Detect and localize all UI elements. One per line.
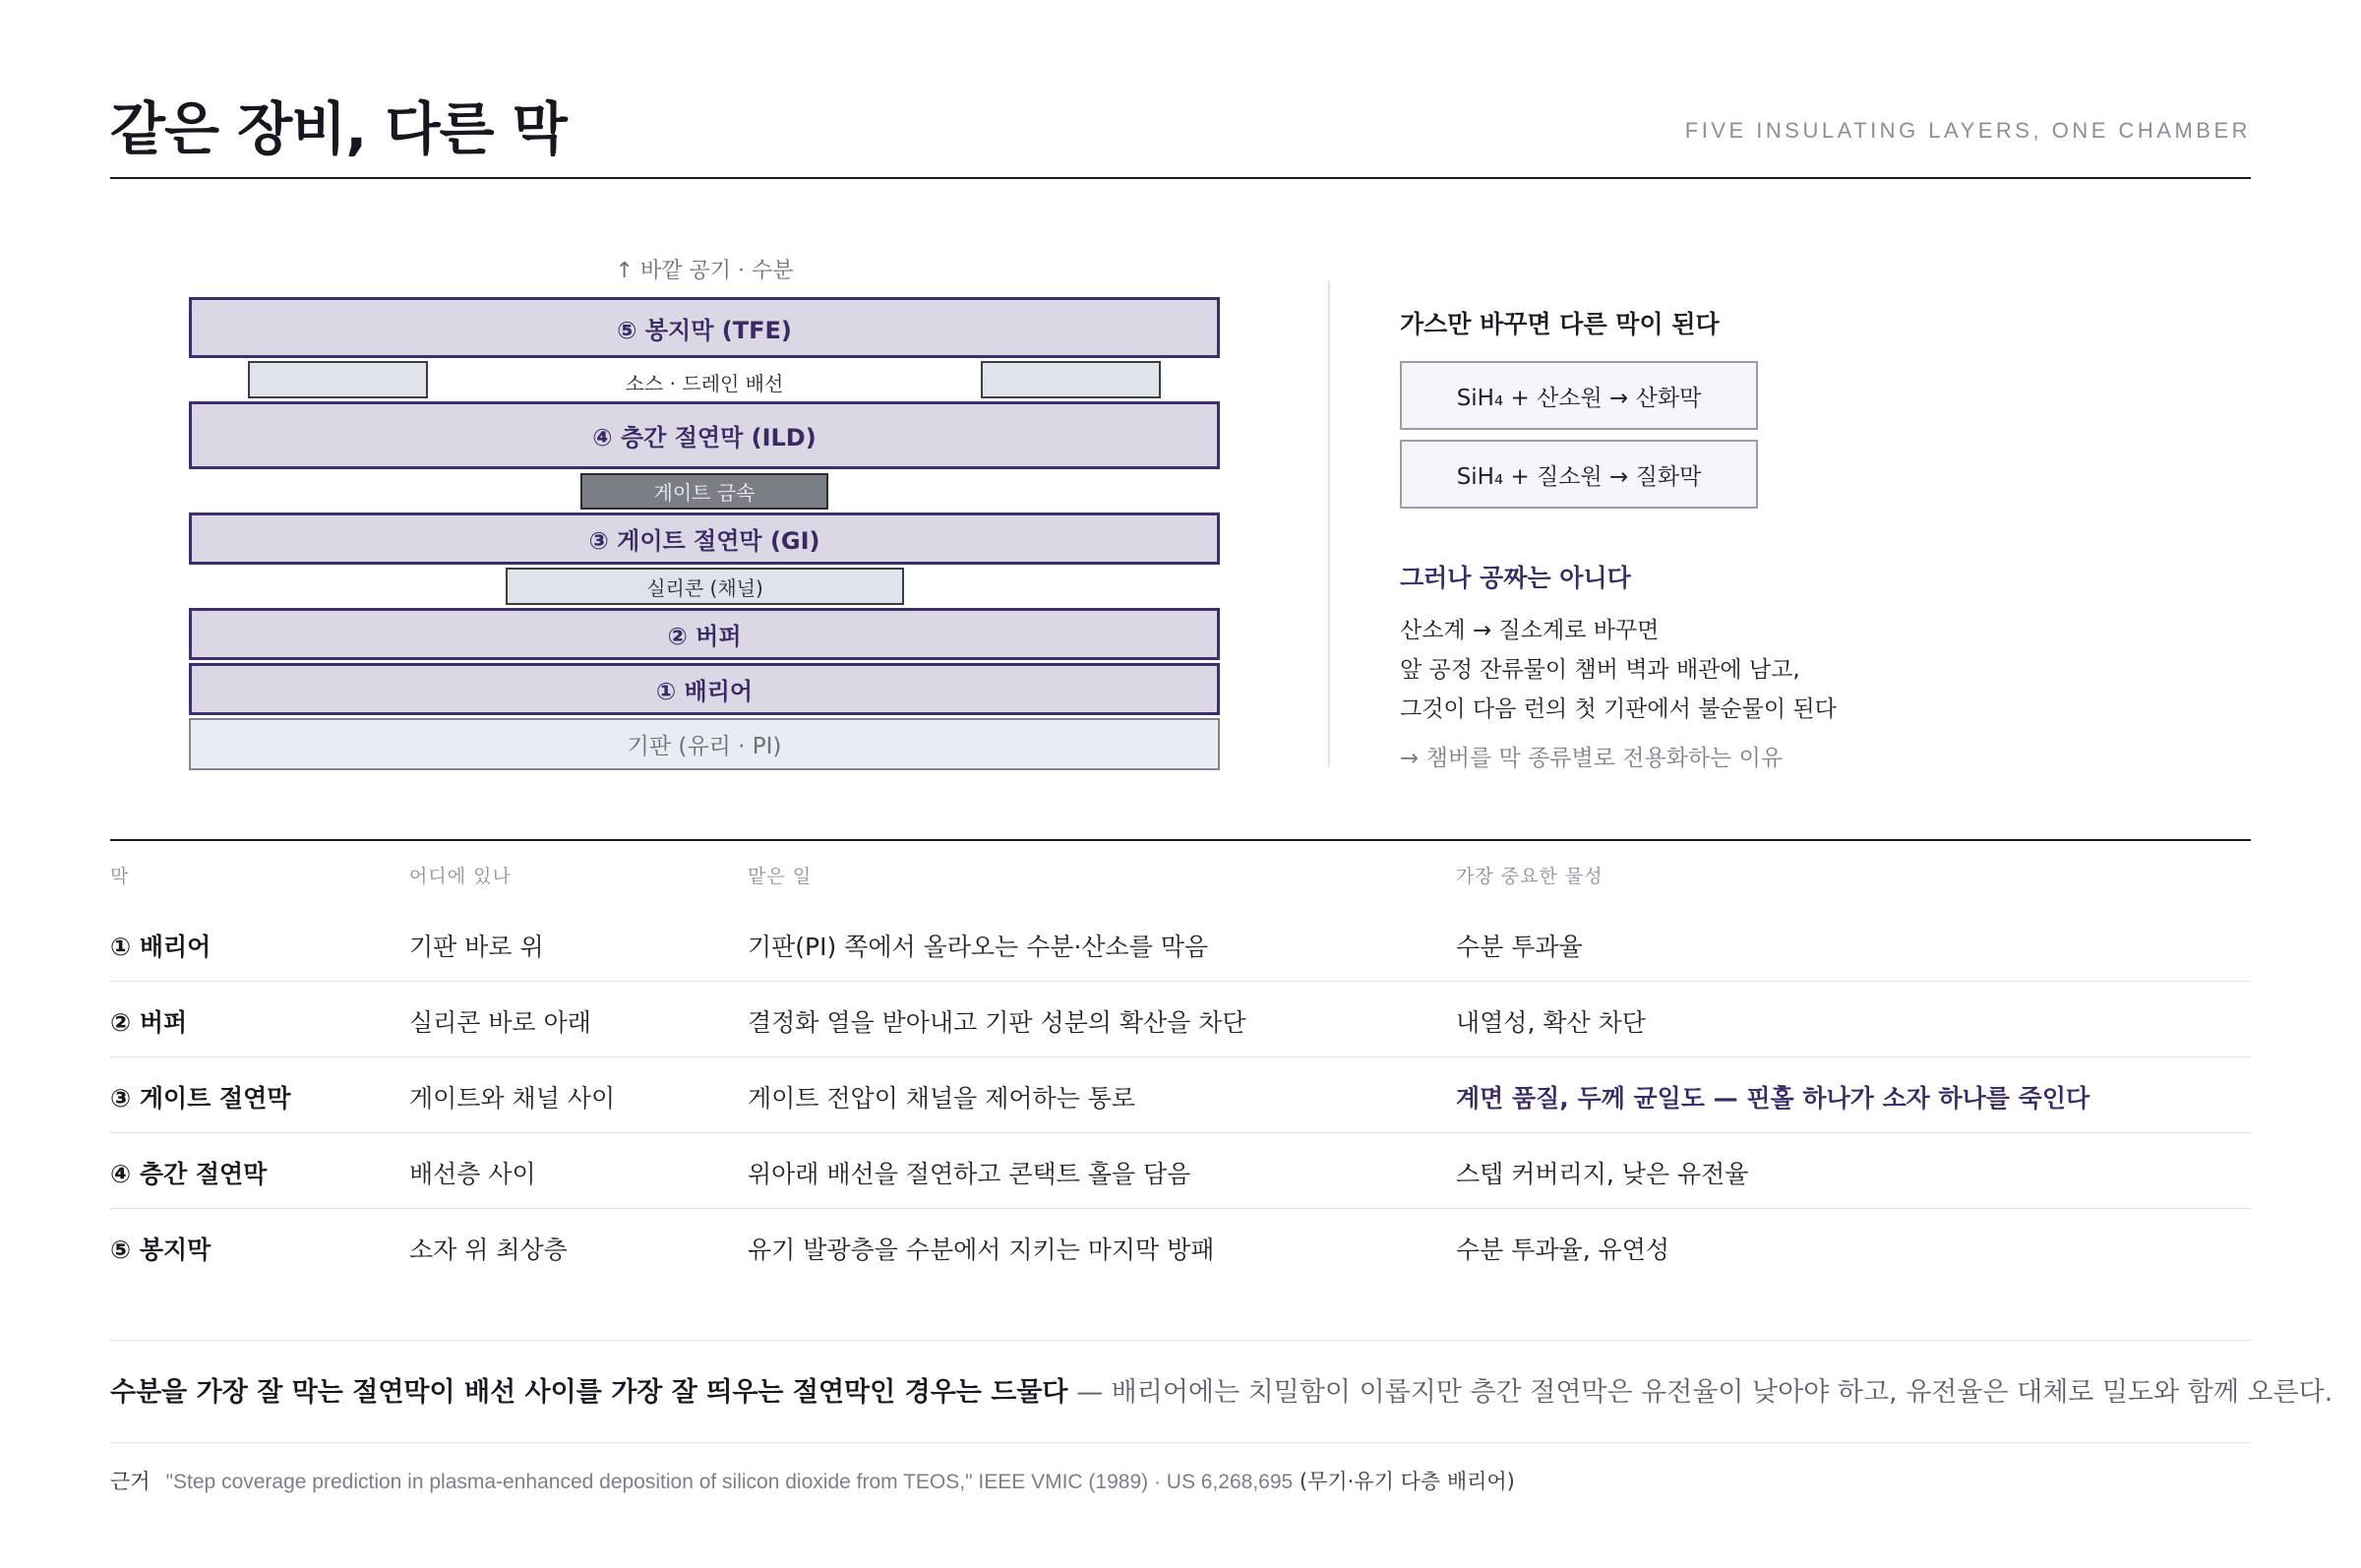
- summary-statement: [110, 1370, 2333, 1409]
- side-text-line: 산소계 → 질소계로 바꾸면: [1400, 618, 1660, 643]
- film-property: 스텝 커버리지, 낮은 유전율: [1456, 1160, 1749, 1188]
- column-header-property: 가장 중요한 물성: [1456, 866, 1604, 887]
- source-citation: [110, 1466, 1515, 1495]
- table-row: [110, 1057, 2251, 1133]
- table-top-rule: [110, 839, 2251, 841]
- film-property: 수분 투과율, 유연성: [1456, 1236, 1670, 1264]
- summary-emphasis: 수분을 가장 잘 막는 절연막이 배선 사이를 가장 잘 띄우는 절연막인 경우는 드물다: [110, 1377, 1068, 1408]
- film-role: 기판(PI) 쪽에서 올라오는 수분·산소를 막음: [748, 933, 1209, 961]
- substrate: 기판 (유리 · PI): [189, 718, 1220, 770]
- film-role: 게이트 전압이 채널을 제어하는 통로: [748, 1084, 1136, 1113]
- film-name: ⑤ 봉지막: [110, 1236, 212, 1264]
- layer-buffer: ② 버퍼: [189, 608, 1220, 660]
- film-property: 수분 투과율: [1456, 933, 1583, 961]
- column-header-location: 어디에 있나: [409, 866, 512, 887]
- oxide-formula: SiH₄ + 산소원 → 산화막: [1400, 361, 1758, 430]
- layer-barrier: ① 배리어: [189, 663, 1220, 715]
- film-location: 기판 바로 위: [409, 933, 544, 961]
- layer-stack-diagram: [0, 0, 1279, 787]
- divider: [110, 1340, 2251, 1341]
- film-location: 소자 위 최상층: [409, 1236, 568, 1264]
- film-name: ① 배리어: [110, 933, 212, 961]
- table-row: [110, 982, 2251, 1057]
- table-row: [110, 906, 2251, 982]
- film-role: 유기 발광층을 수분에서 지키는 마지막 방패: [748, 1236, 1215, 1264]
- film-role: 결정화 열을 받아내고 기판 성분의 확산을 차단: [748, 1008, 1246, 1037]
- film-location: 배선층 사이: [409, 1160, 536, 1188]
- source-note: (무기·유기 다층 배리어): [1293, 1470, 1515, 1493]
- column-header-film: 막: [110, 866, 130, 887]
- nitride-formula: SiH₄ + 질소원 → 질화막: [1400, 440, 1758, 509]
- source-label: 근거: [110, 1470, 151, 1493]
- layer-tfe: ⑤ 봉지막 (TFE): [189, 297, 1220, 358]
- film-name: ② 버퍼: [110, 1008, 188, 1037]
- summary-detail: — 배리어에는 치밀함이 이롭지만 층간 절연막은 유전율이 낮아야 하고, 유전율은 대체로 밀도와 함께 오른다.: [1067, 1377, 2333, 1408]
- layer-gi: ③ 게이트 절연막 (GI): [189, 513, 1220, 565]
- divider: [110, 1442, 2251, 1443]
- side-text-line: 앞 공정 잔류물이 챔버 벽과 배관에 남고,: [1400, 657, 1800, 683]
- not-free-heading: 그러나 공짜는 아니다: [1400, 564, 1631, 592]
- outside-air-label: ↑ 바깥 공기 · 수분: [615, 259, 794, 283]
- table-row: [110, 1209, 2251, 1285]
- silicon-channel: 실리콘 (채널): [506, 568, 904, 605]
- film-property-highlight: 계면 품질, 두께 균일도 — 핀홀 하나가 소자 하나를 죽인다: [1456, 1084, 2090, 1113]
- film-property: 내열성, 확산 차단: [1456, 1008, 1646, 1037]
- gate-metal: 게이트 금속: [580, 473, 828, 510]
- page-title: 같은 장비, 다른 막: [110, 95, 567, 162]
- side-text-line: 그것이 다음 런의 첫 기판에서 불순물이 된다: [1400, 696, 1837, 722]
- dedicated-chamber-note: → 챔버를 막 종류별로 전용화하는 이유: [1400, 746, 1784, 771]
- table-row: [110, 1133, 2251, 1209]
- film-name: ③ 게이트 절연막: [110, 1084, 291, 1113]
- film-location: 실리콘 바로 아래: [409, 1008, 591, 1037]
- film-name: ④ 층간 절연막: [110, 1160, 268, 1188]
- column-header-role: 맡은 일: [748, 866, 813, 887]
- gas-switch-heading: 가스만 바꾸면 다른 막이 된다: [1400, 310, 1720, 338]
- source-reference: "Step coverage prediction in plasma-enhanced deposition of silicon dioxide from TEOS," IEEE VMIC (1989) · US 6,268,695: [165, 1471, 1294, 1493]
- vertical-divider: [1328, 280, 1330, 767]
- layer-ild: ④ 층간 절연막 (ILD): [189, 401, 1220, 469]
- film-location: 게이트와 채널 사이: [409, 1084, 616, 1113]
- film-role: 위아래 배선을 절연하고 콘택트 홀을 담음: [748, 1160, 1191, 1188]
- page-subtitle: FIVE INSULATING LAYERS, ONE CHAMBER: [1684, 118, 2251, 143]
- source-drain-label: 소스 · 드레인 배선: [625, 372, 784, 395]
